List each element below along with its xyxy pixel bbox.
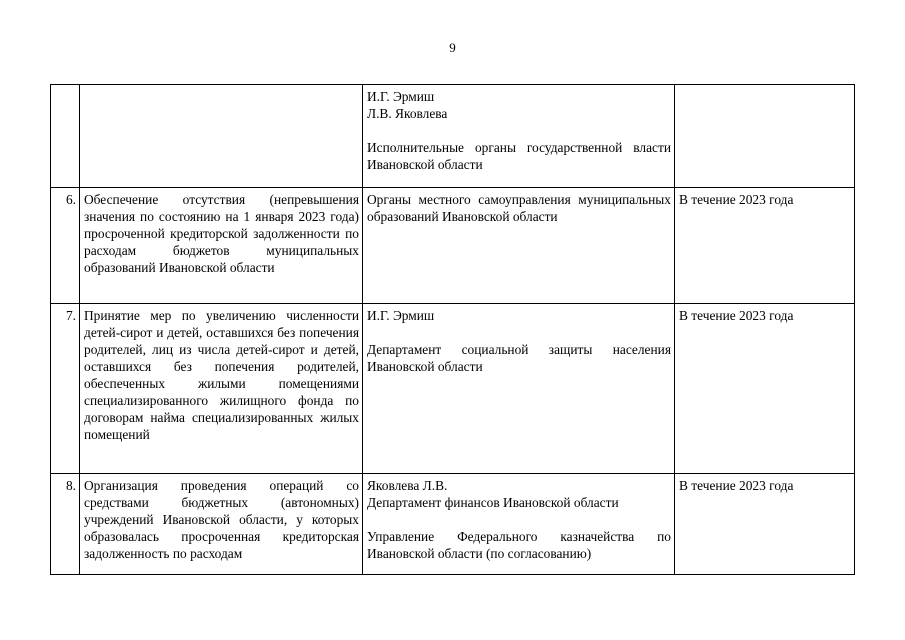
responsible-line: Департамент социальной защиты населения Ивановской области bbox=[367, 342, 671, 374]
responsible-line: Департамент финансов Ивановской области bbox=[367, 495, 619, 510]
table-row bbox=[51, 474, 855, 575]
page-number: 9 bbox=[449, 40, 456, 55]
responsible-spacer bbox=[367, 122, 671, 139]
responsible-cell bbox=[363, 474, 675, 575]
measure-cell: Организация проведения операций со средствами бюджетных (автономных) учреждений Ивановской области, у которых образовалась просроченная кредиторская задолженность по расходам bbox=[80, 474, 363, 575]
responsible-line: И.Г. Эрмиш bbox=[367, 308, 435, 323]
responsible-cell bbox=[363, 304, 675, 474]
deadline-cell: В течение 2023 года bbox=[675, 188, 855, 304]
responsible-line: Управление Федерального казначейства по Ивановской области (по согласованию) bbox=[367, 529, 671, 561]
responsible-cell bbox=[363, 85, 675, 188]
responsible-line: Органы местного самоуправления муниципальных образований Ивановской области bbox=[367, 192, 671, 224]
measure-cell: Обеспечение отсутствия (непревышения значения по состоянию на 1 января 2023 года) просроченной кредиторской задолженности по расходам бюджетов муниципальных образований Ивановской области bbox=[80, 188, 363, 304]
responsible-line: Исполнительные органы государственной власти Ивановской области bbox=[367, 140, 671, 172]
row-number bbox=[51, 85, 80, 188]
measure-cell: Принятие мер по увеличению численности детей-сирот и детей, оставшихся без попечения родителей, лиц из числа детей-сирот и детей, оставшихся без попечения родителей, обеспеченных жилыми помещениями специализированного жилищного фонда по договорам найма специализированных жилых помещений bbox=[80, 304, 363, 474]
table-row bbox=[51, 188, 855, 304]
table-row bbox=[51, 304, 855, 474]
deadline-cell: В течение 2023 года bbox=[675, 304, 855, 474]
measure-cell bbox=[80, 85, 363, 188]
responsible-line: Яковлева Л.В. bbox=[367, 478, 448, 493]
deadline-cell bbox=[675, 85, 855, 188]
row-number: 6. bbox=[51, 188, 80, 304]
responsible-cell bbox=[363, 188, 675, 304]
deadline-cell: В течение 2023 года bbox=[675, 474, 855, 575]
table-row bbox=[51, 85, 855, 188]
row-number: 7. bbox=[51, 304, 80, 474]
row-number: 8. bbox=[51, 474, 80, 575]
responsible-line: Л.В. Яковлева bbox=[367, 106, 448, 121]
responsible-spacer bbox=[367, 511, 671, 528]
responsible-line: И.Г. Эрмиш bbox=[367, 89, 435, 104]
measures-table bbox=[50, 84, 855, 575]
responsible-spacer bbox=[367, 324, 671, 341]
